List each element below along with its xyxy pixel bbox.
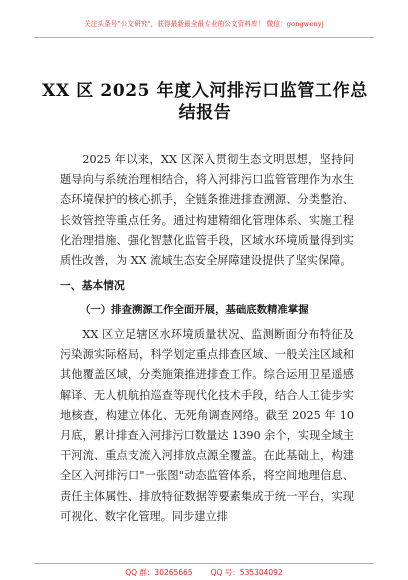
qq-group-text: QQ 群：30265665 bbox=[125, 568, 193, 577]
document-title: XX 区 2025 年度入河排污口监管工作总结报告 bbox=[42, 81, 368, 123]
footer-contact bbox=[0, 567, 408, 578]
section-heading: 一、基本情况 bbox=[60, 279, 125, 292]
intro-paragraph: 2025 年以来，XX 区深入贯彻生态文明思想，坚持问题导向与系统治理相结合，将入河排污口监管管理作为水生态环境保护的核心抓手，全链条推进排查溯源、分类整治、长效管控等重点任务。通过构建精细化管理体系、实施工程化治理措施、强化智慧化监管手段，区域水环境质量得到实质性改善，为 XX 流域生态安全屏障建设提供了坚实保障。 bbox=[60, 153, 354, 268]
subsection-heading: （一）排查溯源工作全面开展，基础底数精准掌握 bbox=[80, 304, 309, 316]
footer-divider bbox=[34, 563, 374, 564]
header-banner: 关注头条号"公文研究"，获得最新最全最专业的公文资料库！ 微信：gongwenyj bbox=[84, 20, 324, 28]
header-divider bbox=[34, 37, 374, 38]
qq-number-text: QQ 号：535304092 bbox=[210, 568, 283, 577]
body-paragraph: XX 区立足辖区水环境质量状况、监测断面分布特征及污染源实际格局，科学划定重点排查区域、一般关注区域和其他覆盖区域，分类施策推进排查工作。综合运用卫星遥感解译、无人机航拍巡查等现代化技术手段，结合人工徒步实地核查，构建立体化、无死角调查网络。截至 2025 年 10 月底，累计排查入河排污口数量达 1390 余个，实现全域主干河流、重点支流入河排放点源全覆盖。在此基础上，构建全区入河排污口"一张图"动态监管体系，将空间地理信息、责任主体属性、排放特征数据等要素集成于统一平台，实现可视化、数字化管理。同步建立排 bbox=[60, 328, 354, 523]
